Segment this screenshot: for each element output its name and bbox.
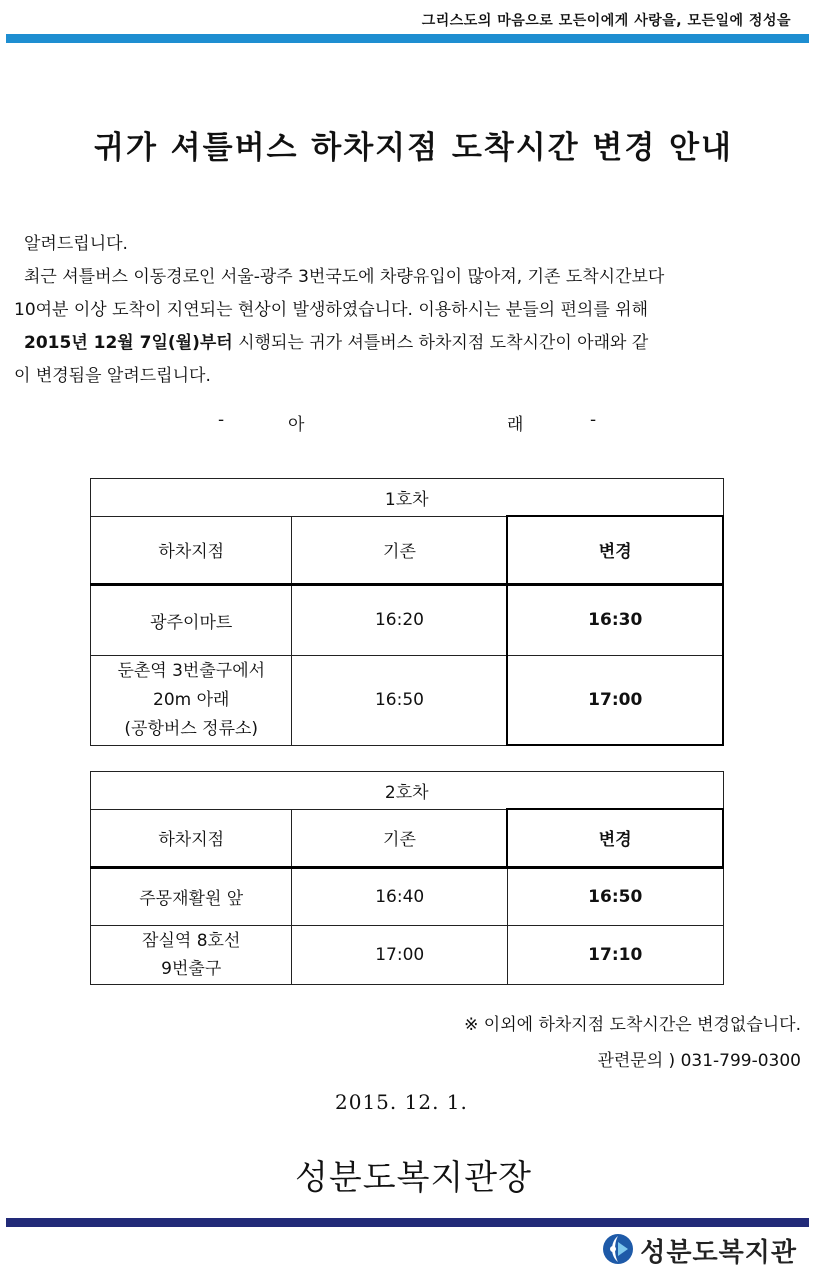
- stop-line: 잠실역 8호선: [142, 930, 241, 951]
- body-line-3-rest: 시행되는 귀가 셔틀버스 하차지점 도착시간이 아래와 같: [232, 333, 649, 353]
- schedule-table-bus-1: [90, 478, 724, 746]
- new-time-cell: 17:00: [507, 655, 723, 745]
- signer: 성분도복지관장: [295, 1158, 532, 1198]
- old-time-cell: 16:20: [292, 584, 507, 655]
- body-line-2: 10여분 이상 도착이 지연되는 현상이 발생하였습니다. 이용하시는 분들의 편의를 위해: [14, 300, 649, 320]
- welfare-center-logo-icon: [602, 1233, 634, 1269]
- stop-line: (공항버스 정류소): [124, 718, 259, 739]
- logo-text: 성분도복지관: [640, 1238, 797, 1268]
- header-bar: [6, 34, 809, 43]
- below-dash-right: -: [590, 410, 597, 430]
- note: ※ 이외에 하차지점 도착시간은 변경없습니다.: [464, 1015, 801, 1035]
- body-line-1: 최근 셔틀버스 이동경로인 서울-광주 3번국도에 차량유입이 많아져, 기존 도착시간보다: [24, 267, 665, 287]
- schedule-table-bus-2: [90, 771, 724, 985]
- table-row: [91, 584, 724, 655]
- stop-cell: [91, 925, 292, 984]
- stop-line: 둔촌역 3번출구에서: [117, 660, 266, 681]
- contact: 관련문의 ) 031-799-0300: [597, 1051, 801, 1071]
- header-new: 변경: [507, 516, 723, 584]
- old-time-cell: 16:40: [292, 867, 508, 925]
- old-time-cell: 17:00: [292, 925, 508, 984]
- table-row: [91, 925, 724, 984]
- new-time-cell: 17:10: [507, 925, 723, 984]
- greeting: 알려드립니다.: [24, 234, 128, 254]
- below-dash-left: -: [218, 410, 225, 430]
- header-old: 기존: [292, 809, 508, 867]
- old-time-cell: 16:50: [292, 655, 507, 745]
- header-stop: 하차지점: [91, 809, 292, 867]
- body-line-4: 이 변경됨을 알려드립니다.: [14, 366, 211, 386]
- stop-cell: 광주이마트: [91, 584, 292, 655]
- below-marker: [0, 410, 827, 440]
- below-left: 아: [288, 415, 305, 435]
- issue-date: 2015. 12. 1.: [335, 1090, 468, 1114]
- header-new: 변경: [507, 809, 723, 867]
- notice-body: [14, 228, 804, 393]
- new-time-cell: 16:30: [507, 584, 723, 655]
- header-old: 기존: [292, 516, 507, 584]
- footer-bar: [6, 1218, 809, 1227]
- table-row: [91, 655, 724, 745]
- stop-cell: 주몽재활원 앞: [91, 867, 292, 925]
- effective-date: 2015년 12월 7일(월)부터: [24, 333, 233, 353]
- motto: 그리스도의 마음으로 모든이에게 사랑을, 모든일에 정성을: [421, 13, 791, 29]
- footer-logo: [602, 1232, 797, 1269]
- stop-line: 20m 아래: [153, 689, 230, 710]
- new-time-cell: 16:50: [507, 867, 723, 925]
- stop-cell: [91, 655, 292, 745]
- header-stop: 하차지점: [91, 516, 292, 584]
- table-row: [91, 867, 724, 925]
- stop-line: 9번출구: [161, 958, 222, 979]
- below-right: 래: [507, 415, 524, 435]
- page-title: 귀가 셔틀버스 하차지점 도착시간 변경 안내: [94, 130, 733, 166]
- body-line-3: [14, 327, 804, 360]
- table-caption: 2호차: [91, 772, 724, 810]
- table-caption: 1호차: [91, 479, 724, 517]
